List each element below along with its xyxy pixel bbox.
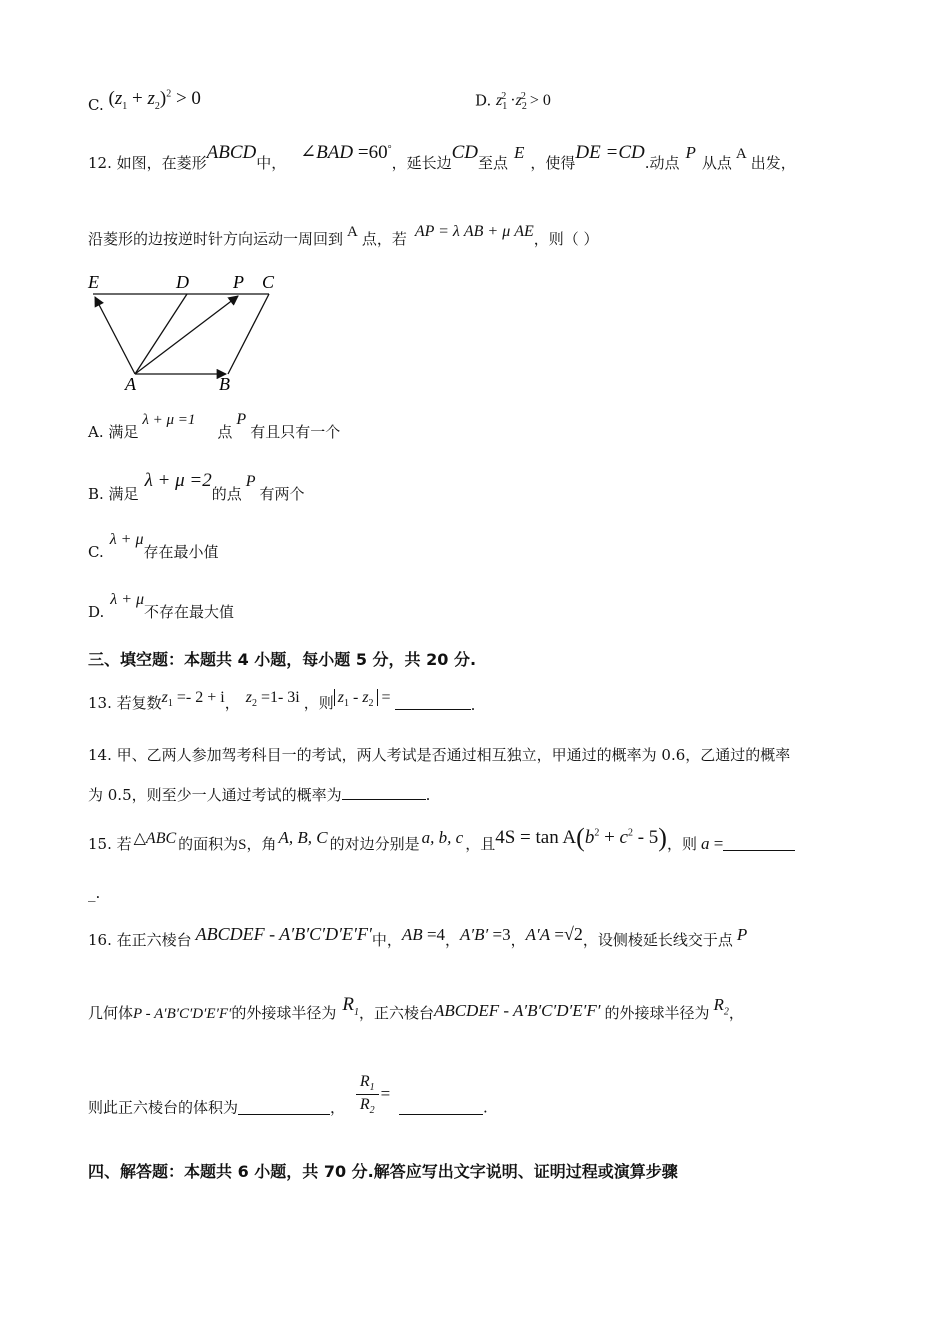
label-d: D (176, 272, 189, 292)
label-p: P (233, 272, 244, 292)
q12-line2: 沿菱形的边按逆时针方向运动一周回到 A 点，若 AP = λ AB + μ AE，则（ ） (88, 223, 599, 248)
q16-line3: 则此正六棱台的体积为 ， $\frac{R_1}{R_2}$ = . (88, 1073, 488, 1117)
q15-line2: _. (88, 884, 101, 902)
q11-option-c: C. $(z_1 + z_2)^2 > 0$ (88, 88, 201, 114)
rhombus-figure (85, 270, 285, 390)
q16-volume-blank[interactable] (238, 1100, 330, 1115)
vector-ap (135, 296, 238, 374)
q13-answer-blank[interactable] (395, 695, 471, 710)
q11-c-math: $(z_1 + z_2)^2 > 0$ (108, 88, 201, 112)
segment-cb (228, 294, 269, 374)
q13: 13. 若复数$z_1 =- 2 + i$， $z_2 =1-$ 3i ，则 $z_1 - z_2$ = . (88, 689, 476, 714)
q15-line1: 15. 若 △ABC 的面积为S，角 A, B, C 的对边分别是 a, b, c ，且$4S = \tan A(b^2 + c^2 - 5)$，则 a = (88, 822, 795, 854)
section-3-heading: 三、填空题：本题共 4 小题，每小题 5 分，共 20 分. (88, 650, 477, 669)
q16-ratio-blank[interactable] (399, 1100, 483, 1115)
q16-line1: 16. 在正六棱台 ABCDEF - A′B′C′D′E′F′中，AB =4，A′B′ =3，A′A =√2，设侧棱延长线交于点 P (88, 924, 748, 949)
label-a: A (125, 374, 136, 390)
q12-option-b: B. 满足λ + μ =2的点P有两个 (88, 470, 305, 503)
q12-option-d: D.λ + μ不存在最大值 (88, 591, 235, 621)
vector-ae (95, 297, 135, 374)
label-e: E (88, 272, 99, 292)
q12-line1: 12. 如图，在菱形ABCD中， ∠BAD =60°，延长边CD至点E，使得DE =CD.动点P从点 A 出发， (88, 142, 796, 172)
q12-option-c: C.λ + μ存在最小值 (88, 531, 219, 561)
q11-option-d: D. $z_1^2 \cdot z_2^2 > 0$ (475, 91, 551, 113)
label-b: B (219, 374, 230, 390)
section-4-heading: 四、解答题：本题共 6 小题，共 70 分.解答应写出文字说明、证明过程或演算步骤 (88, 1162, 678, 1181)
q13-abs-expression: $z_1 - z_2$ (334, 689, 378, 706)
q15-answer-blank[interactable] (723, 836, 795, 851)
q14-line2: 为 0.5，则至少一人通过考试的概率为 . (88, 786, 431, 804)
q14-line1: 14. 甲、乙两人参加驾考科目一的考试，两人考试是否通过相互独立，甲通过的概率为 0.6，乙通过的概率 (88, 746, 791, 764)
q15-equation: $4S = \tan A(b^2 + c^2 - 5)$ (495, 823, 667, 852)
q11-d-math: $z_1^2 \cdot z_2^2 > 0$ (496, 91, 551, 113)
q14-answer-blank[interactable] (342, 785, 426, 800)
q16-line2: 几何体P - A′B′C′D′E′F′的外接球半径为 $R_1$，正六棱台ABCDEF - A′B′C′D′E′F′ 的外接球半径为 $R_2$， (88, 994, 744, 1022)
q12-option-a: A. 满足λ + μ =1点P有且只有一个 (88, 411, 341, 441)
q16-ratio-fraction: $\frac{R_1}{R_2}$ (356, 1072, 379, 1117)
label-c: C (262, 272, 275, 292)
segment-ad (135, 294, 187, 374)
